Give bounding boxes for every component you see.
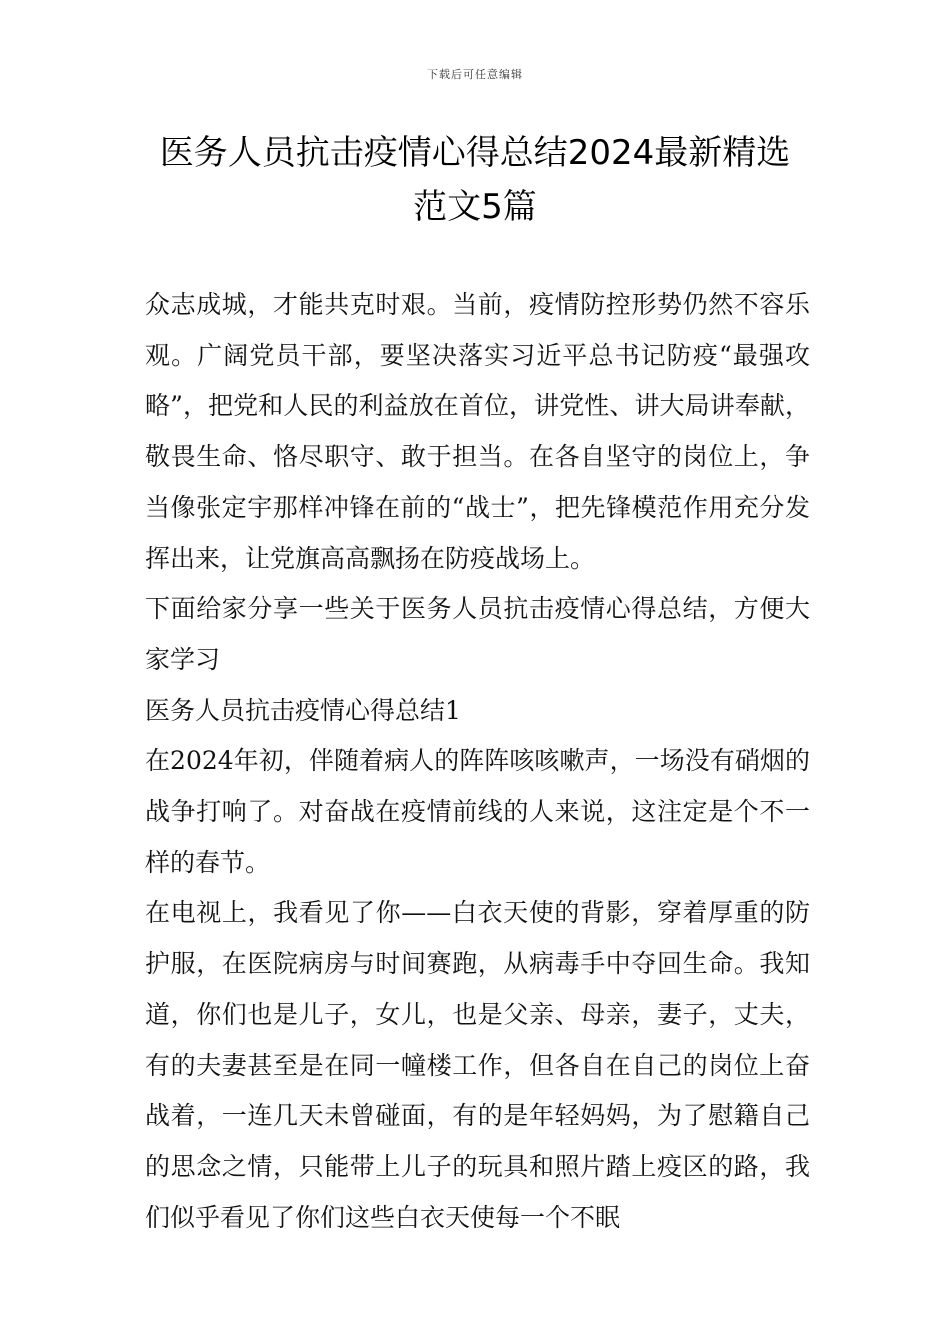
paragraph-early-2024: 在2024年初，伴随着病人的阵阵咳咳嗽声，一场没有硝烟的战争打响了。对奋战在疫情前线的人来说，这注定是个不一样的春节。	[145, 746, 810, 877]
document-body	[145, 280, 810, 1243]
title-line-2: 范文5篇	[413, 187, 537, 227]
paragraph-intro: 众志成城，才能共克时艰。当前，疫情防控形势仍然不容乐观。广阔党员干部，要坚决落实习近平总书记防疫“最强攻略”，把党和人民的利益放在首位，讲党性、讲大局讲奉献，敬畏生命、恪尽职守、敢于担当。在各自坚守的岗位上，争当像张定宇那样冲锋在前的“战士”，把先锋模范作用充分发挥出来，让党旗高高飘扬在防疫战场上。	[145, 290, 810, 573]
section-heading: 医务人员抗击疫情心得总结1	[145, 695, 461, 725]
document-title	[100, 126, 850, 234]
paragraph-share: 下面给家分享一些关于医务人员抗击疫情心得总结，方便大家学习	[145, 594, 810, 674]
paragraph-on-tv: 在电视上，我看见了你——白衣天使的背影，穿着厚重的防护服，在医院病房与时间赛跑，从病毒手中夺回生命。我知道，你们也是儿子，女儿，也是父亲、母亲，妻子，丈夫，有的夫妻甚至是在同一幢楼工作，但各自在自己的岗位上奋战着，一连几天未曾碰面，有的是年轻妈妈，为了慰籍自己的思念之情，只能带上儿子的玩具和照片踏上疫区的路，我们似乎看见了你们这些白衣天使每一个不眠	[145, 898, 810, 1232]
title-line-1: 医务人员抗击疫情心得总结2024最新精选	[159, 133, 791, 173]
header-note: 下载后可任意编辑	[427, 68, 523, 81]
